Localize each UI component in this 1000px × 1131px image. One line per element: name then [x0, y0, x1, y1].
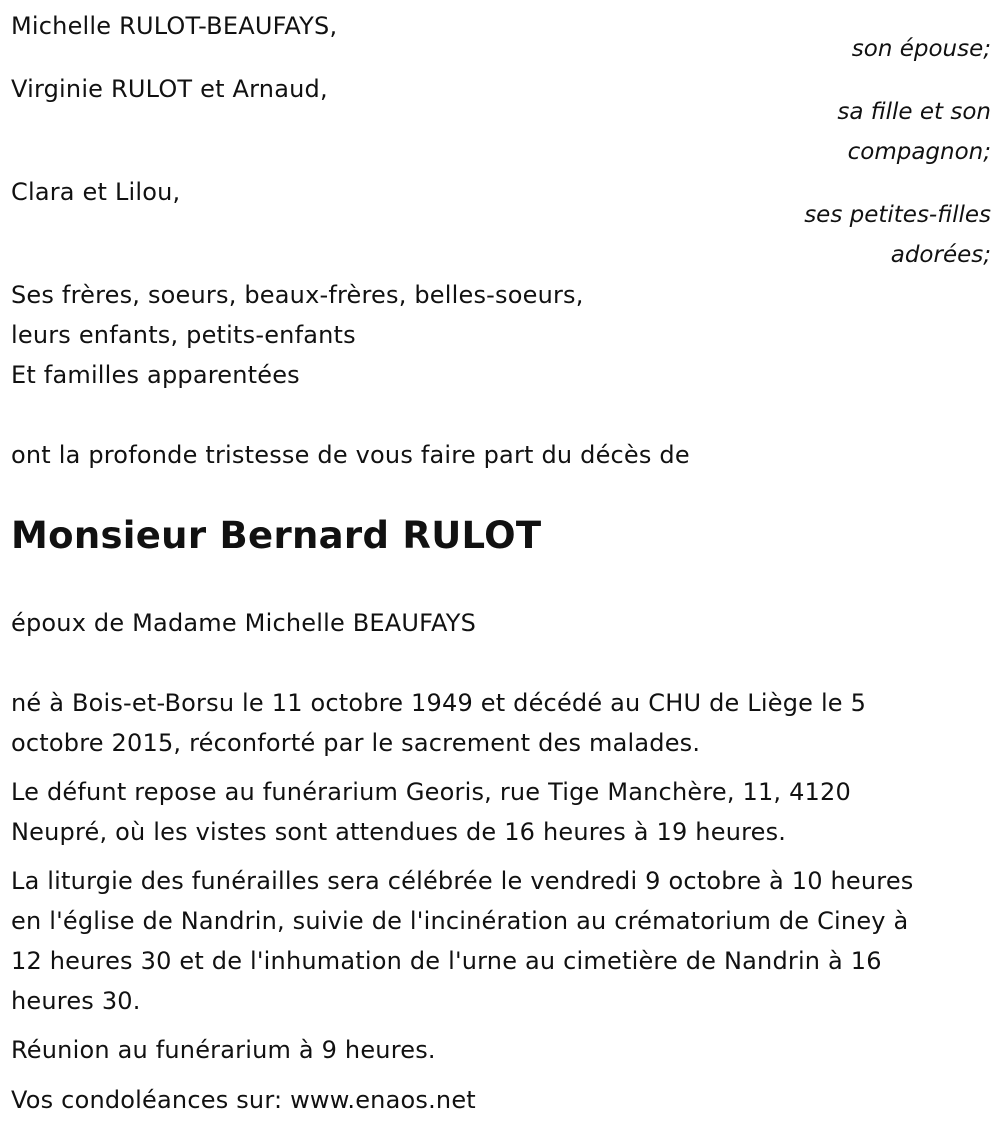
family-relation-granddaughters-line2: adorées;	[890, 242, 991, 268]
extended-family-line3: Et familles apparentées	[11, 361, 300, 389]
family-relation-spouse: son épouse;	[851, 36, 991, 62]
family-name-granddaughters: Clara et Lilou,	[11, 178, 181, 206]
liturgy-line2: en l'église de Nandrin, suivie de l'incinération au crématorium de Ciney à	[11, 907, 909, 935]
birth-death-line2: octobre 2015, réconforté par le sacrement des malades.	[11, 729, 701, 757]
reunion-text: Réunion au funérarium à 9 heures.	[11, 1036, 436, 1064]
announcement-text: ont la profonde tristesse de vous faire part du décès de	[11, 441, 690, 469]
family-name-spouse: Michelle RULOT-BEAUFAYS,	[11, 12, 338, 40]
family-relation-daughter-line2: compagnon;	[847, 139, 991, 165]
deceased-name: Monsieur Bernard RULOT	[11, 514, 542, 557]
extended-family-line1: Ses frères, soeurs, beaux-frères, belles-soeurs,	[11, 281, 584, 309]
birth-death-line1: né à Bois-et-Borsu le 11 octobre 1949 et décédé au CHU de Liège le 5	[11, 689, 867, 717]
family-name-daughter: Virginie RULOT et Arnaud,	[11, 75, 328, 103]
extended-family-line2: leurs enfants, petits-enfants	[11, 321, 356, 349]
family-relation-daughter-line1: sa fille et son	[837, 99, 991, 125]
liturgy-line3: 12 heures 30 et de l'inhumation de l'urne au cimetière de Nandrin à 16	[11, 947, 882, 975]
funerarium-line1: Le défunt repose au funérarium Georis, rue Tige Manchère, 11, 4120	[11, 778, 851, 806]
family-relation-granddaughters-line1: ses petites-filles	[804, 202, 991, 228]
condolences-text: Vos condoléances sur: www.enaos.net	[11, 1086, 476, 1114]
liturgy-line1: La liturgie des funérailles sera célébrée le vendredi 9 octobre à 10 heures	[11, 867, 914, 895]
funerarium-line2: Neupré, où les vistes sont attendues de 16 heures à 19 heures.	[11, 818, 787, 846]
liturgy-line4: heures 30.	[11, 987, 141, 1015]
spouse-line: époux de Madame Michelle BEAUFAYS	[11, 609, 477, 637]
